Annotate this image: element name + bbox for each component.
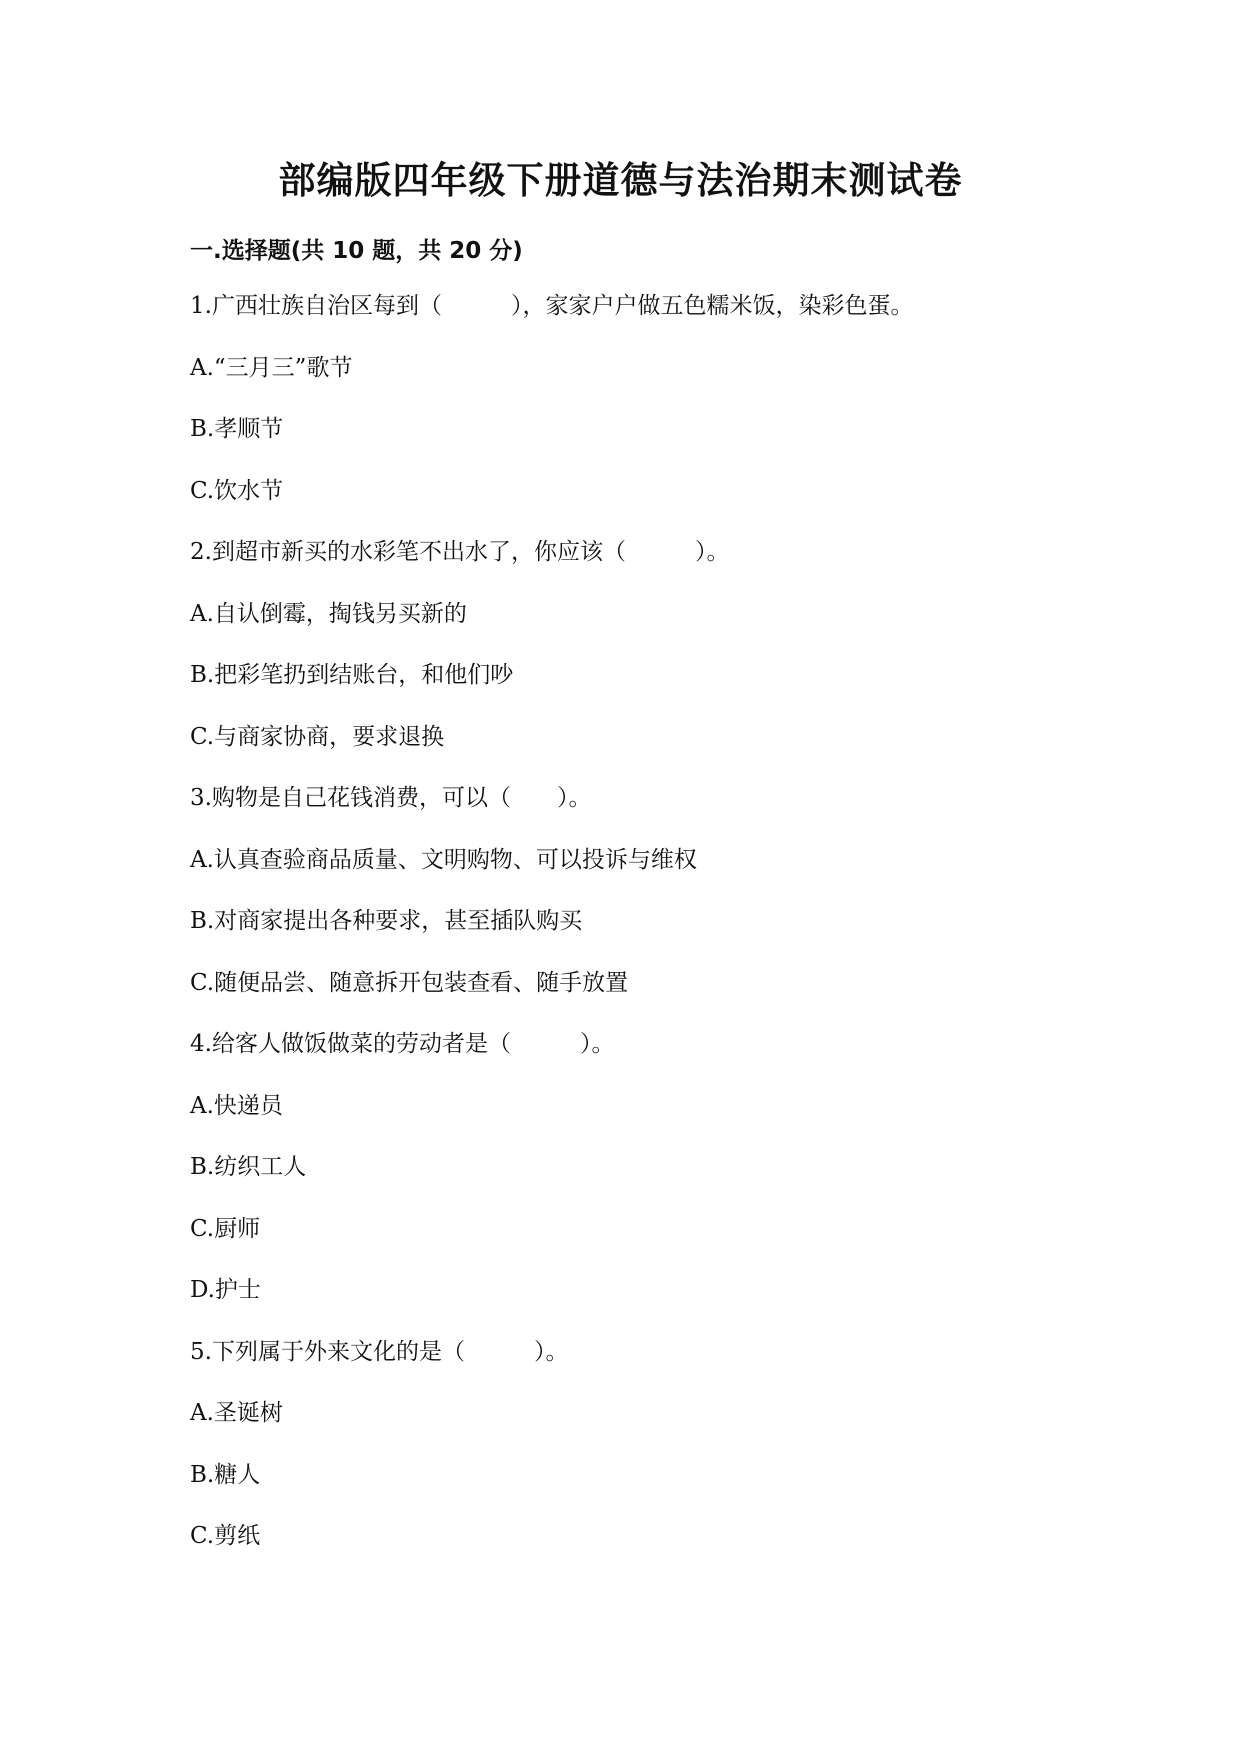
question-3-stem: 3.购物是自己花钱消费，可以（ ）。 [190,785,592,811]
question-1-option-c: C.饮水节 [190,478,284,504]
question-4-option-c: C.厨师 [190,1216,261,1242]
question-5-stem: 5.下列属于外来文化的是（ ）。 [190,1339,569,1365]
exam-title: 部编版四年级下册道德与法治期末测试卷 [278,159,963,202]
question-4-option-b: B.纺织工人 [190,1154,307,1180]
question-4-stem: 4.给客人做饭做菜的劳动者是（ ）。 [190,1031,615,1057]
question-2-option-c: C.与商家协商，要求退换 [190,724,445,750]
question-3-option-a: A.认真查验商品质量、文明购物、可以投诉与维权 [190,847,697,873]
question-5-option-c: C.剪纸 [190,1523,261,1549]
question-2-option-a: A.自认倒霉，掏钱另买新的 [190,601,467,627]
question-2-option-b: B.把彩笔扔到结账台，和他们吵 [190,662,514,688]
question-2-stem: 2.到超市新买的水彩笔不出水了，你应该（ ）。 [190,539,730,565]
question-4-option-d: D.护士 [190,1277,261,1303]
question-1-stem: 1.广西壮族自治区每到（ ），家家户户做五色糯米饭，染彩色蛋。 [190,293,914,319]
section-heading: 一.选择题(共 10 题，共 20 分) [190,238,523,264]
question-3-option-c: C.随便品尝、随意拆开包装查看、随手放置 [190,970,629,996]
question-5-option-a: A.圣诞树 [190,1400,283,1426]
question-1-option-b: B.孝顺节 [190,416,284,442]
question-4-option-a: A.快递员 [190,1093,283,1119]
question-5-option-b: B.糖人 [190,1462,261,1488]
question-1-option-a: A.“三月三”歌节 [190,355,353,381]
question-3-option-b: B.对商家提出各种要求，甚至插队购买 [190,908,583,934]
